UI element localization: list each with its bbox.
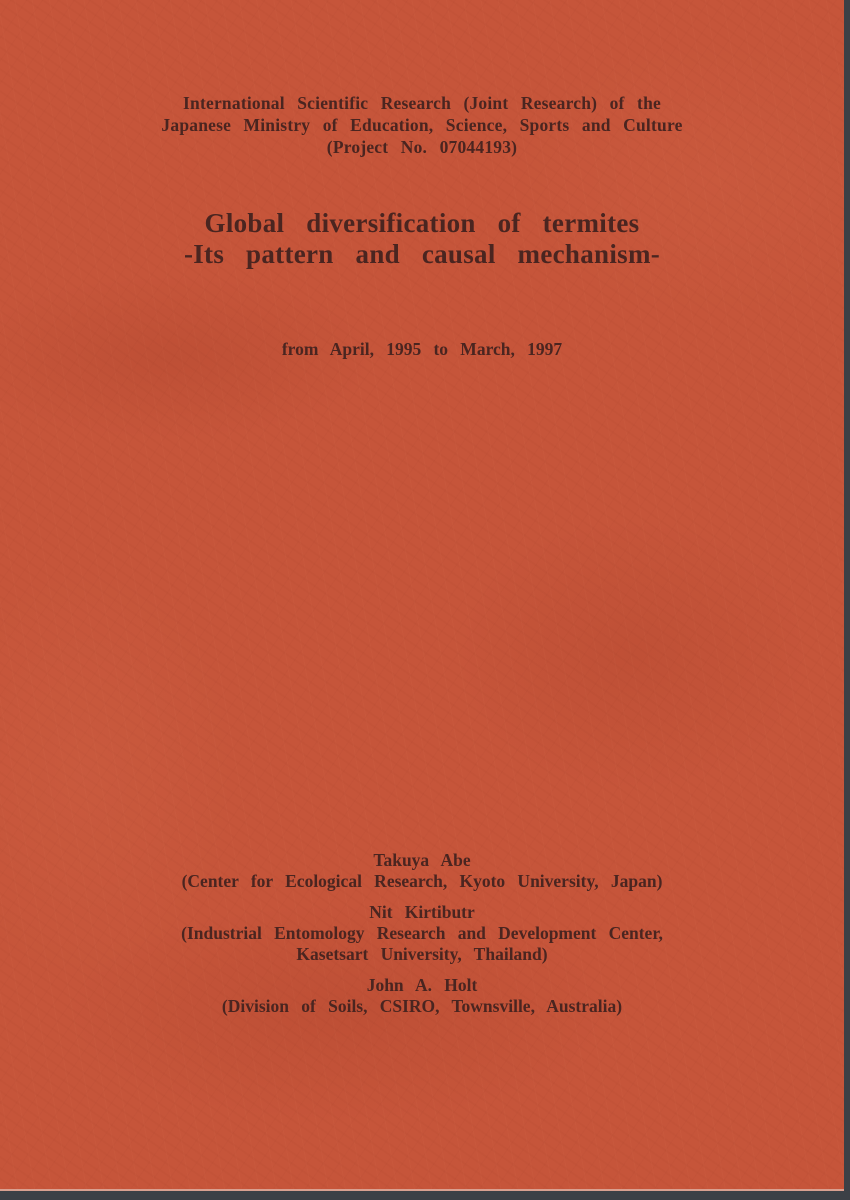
sponsor-statement — [0, 92, 844, 158]
project-number: (Project No. 07044193) — [326, 137, 518, 157]
title-main: Global diversification of termites — [204, 208, 640, 238]
report-title — [0, 208, 844, 270]
author-entry — [0, 902, 844, 965]
author-list — [0, 850, 844, 1027]
period-text: from April, 1995 to March, 1997 — [281, 339, 563, 359]
author-affiliation: (Industrial Entomology Research and Development Center, — [181, 923, 663, 943]
author-name: John A. Holt — [366, 975, 478, 995]
title-subtitle: -Its pattern and causal mechanism- — [183, 239, 661, 269]
author-name: Nit Kirtibutr — [369, 902, 475, 922]
author-entry — [0, 975, 844, 1017]
research-period — [0, 338, 844, 360]
author-entry — [0, 850, 844, 892]
author-affiliation: (Division of Soils, CSIRO, Townsville, Australia) — [221, 996, 623, 1016]
author-name: Takuya Abe — [373, 850, 471, 870]
sponsor-line: International Scientific Research (Joint Research) of the — [183, 93, 661, 113]
sponsor-line: Japanese Ministry of Education, Science, Sports and Culture — [161, 115, 683, 135]
author-affiliation: Kasetsart University, Thailand) — [296, 944, 548, 964]
author-affiliation: (Center for Ecological Research, Kyoto University, Japan) — [181, 871, 663, 891]
